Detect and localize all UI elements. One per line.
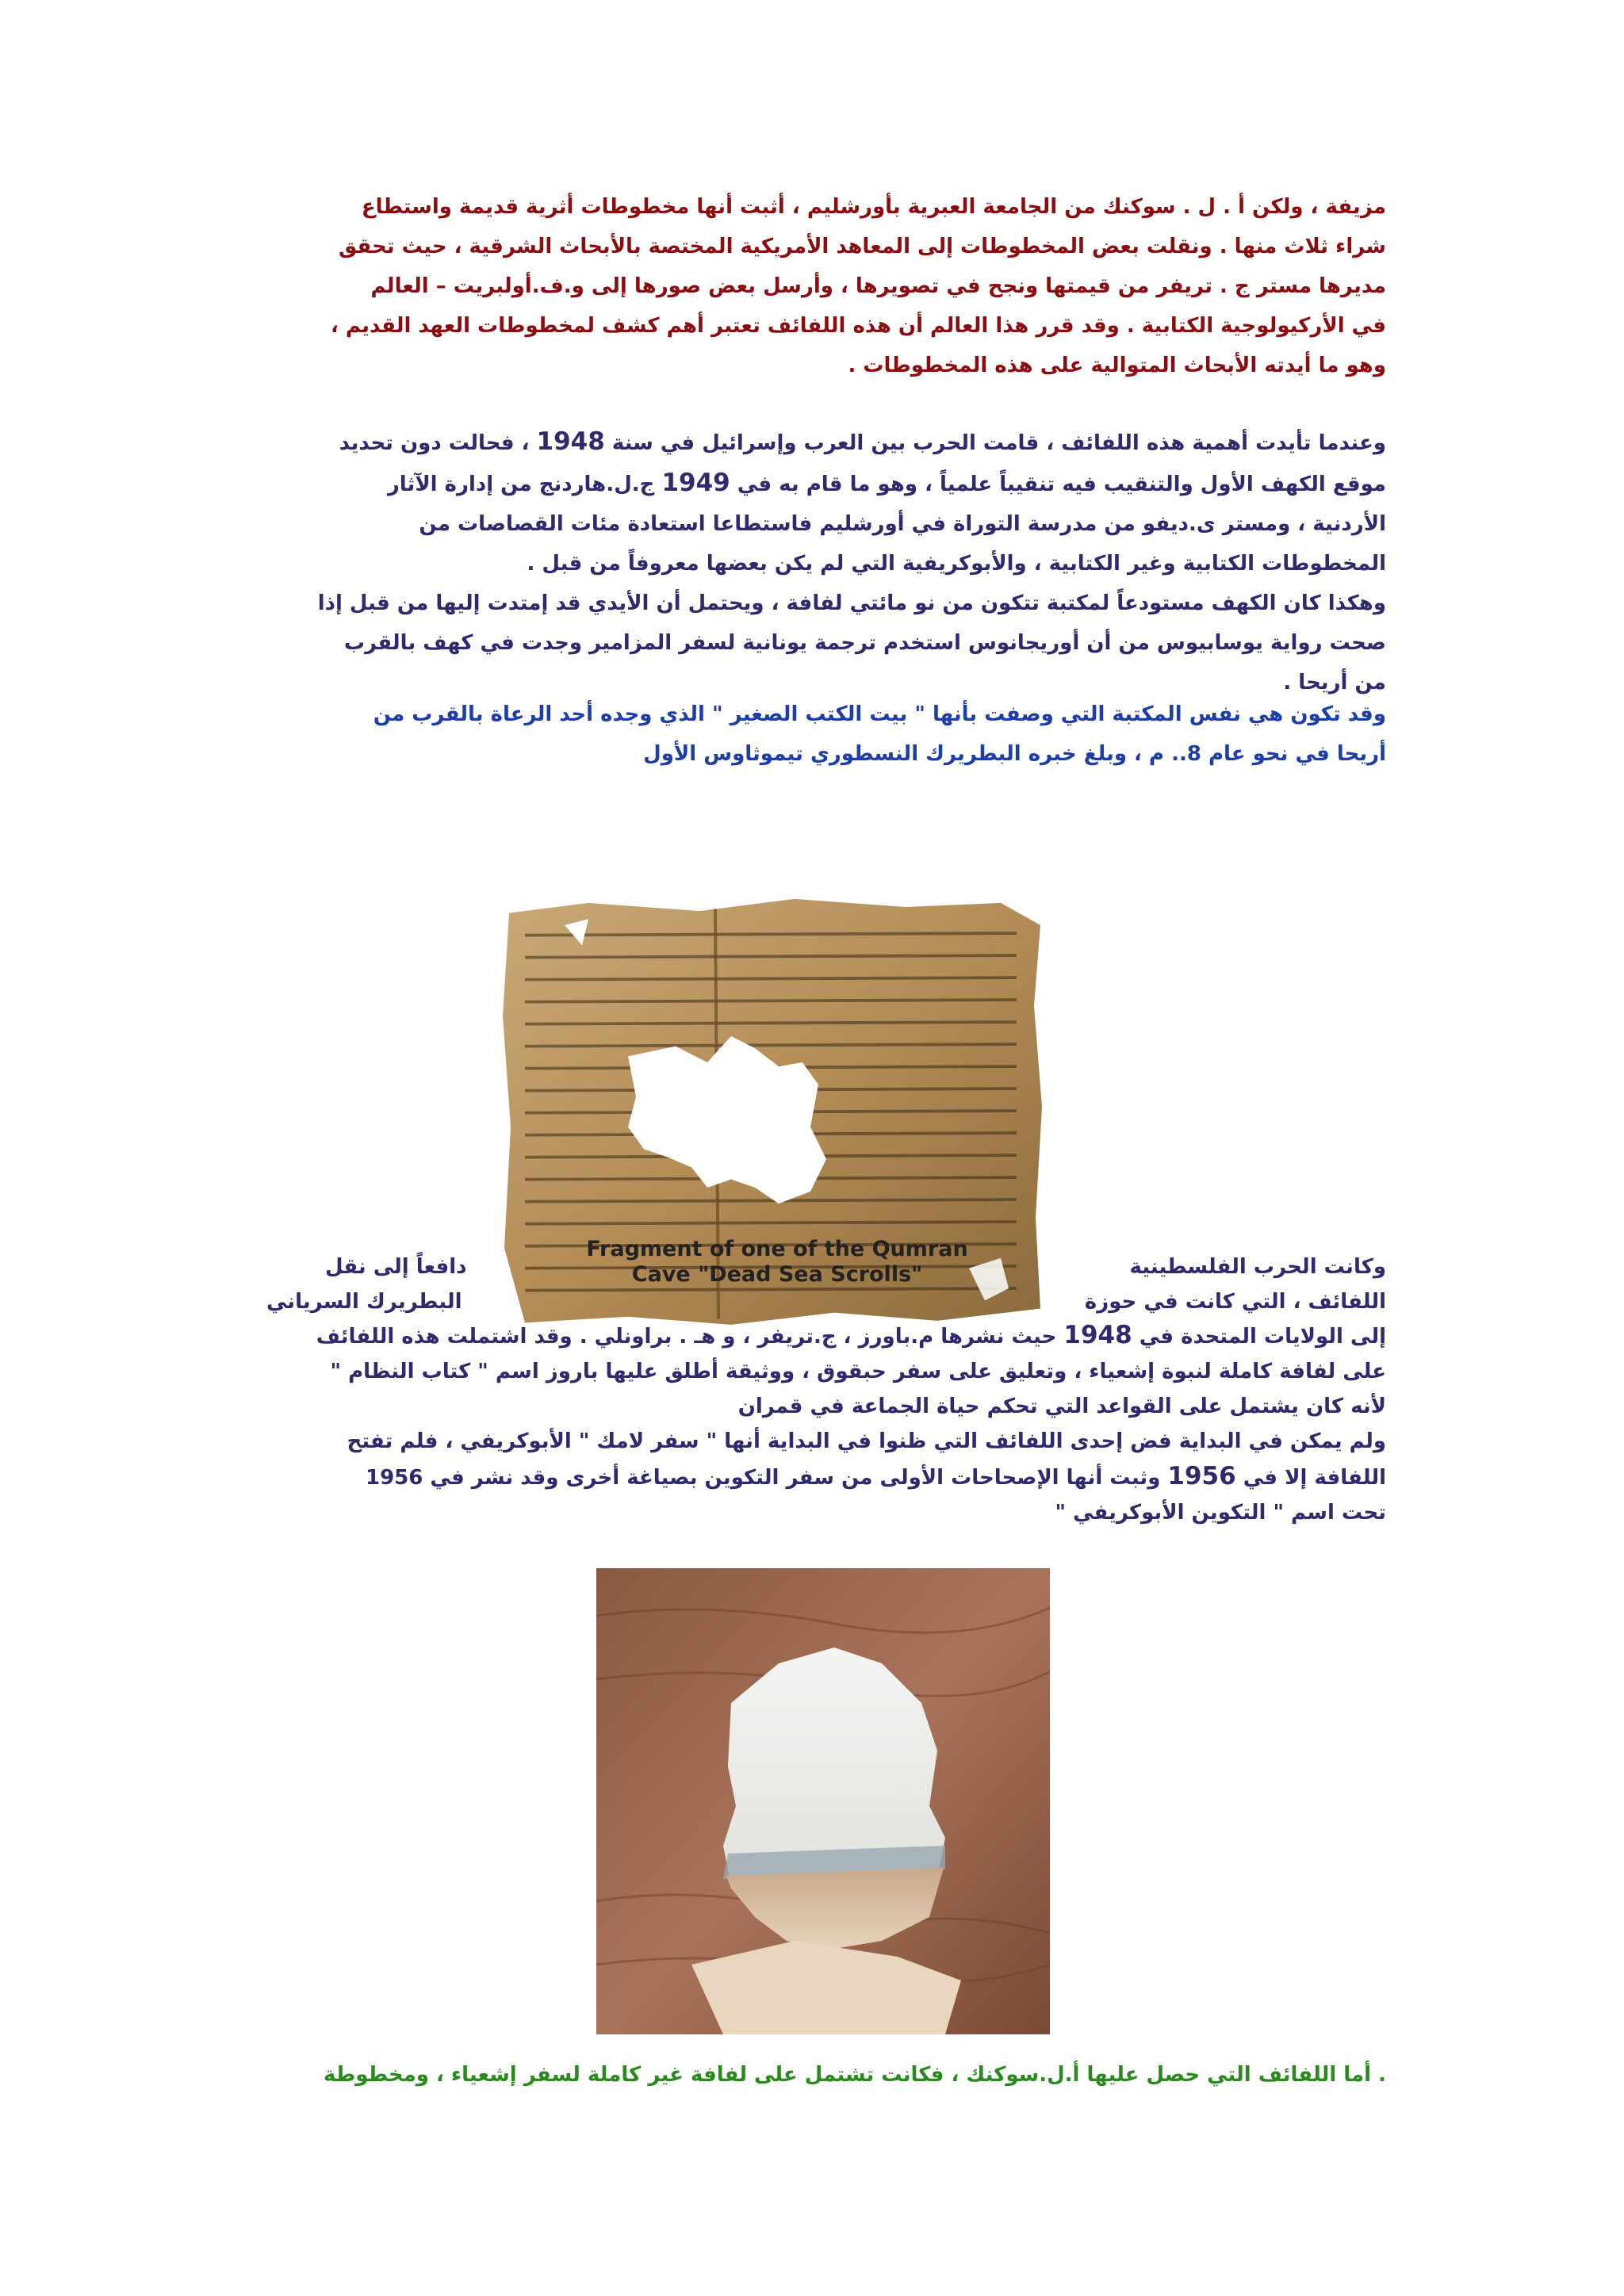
- text: موقع الكهف الأول والتنقيب فيه تنقيباً علمياً ، وهو ما قام به في: [730, 473, 1386, 496]
- paragraph-5-line: . أما اللفائف التي حصل عليها أ.ل.سوكنك ، فكانت تشتمل على لفافة غير كاملة لسفر إشعياء ، ومخطوطة: [324, 2063, 1386, 2087]
- caption-line: Cave "Dead Sea Scrolls": [631, 1262, 923, 1287]
- paragraph-4-line: لأنه كان يشتمل على القواعد التي تحكم حياة الجماعة في قمران: [737, 1395, 1386, 1418]
- split-text-left: دافعاً إلى نقل: [325, 1255, 467, 1279]
- paragraph-2-line: الأردنية ، ومستر ى.ديفو من مدرسة التوراة في أورشليم فاستطاعا استعادة مئات القصاصات من: [419, 512, 1386, 536]
- paragraph-1-line: في الأركيولوجية الكتابية . وقد قرر هذا العالم أن هذه اللفائف تعتبر أهم كشف لمخطوطات العهد القديم ،: [330, 314, 1386, 338]
- paragraph-4-line: [316, 1318, 1386, 1354]
- paragraph-2-line: المخطوطات الكتابية وغير الكتابية ، والأبوكريفية التي لم يكن بعضها معروفاً من قبل .: [527, 552, 1386, 576]
- paragraph-3-line: وقد تكون هي نفس المكتبة التي وصفت بأنها " بيت الكتب الصغير " الذي وجده أحد الرعاة بالقرب من: [373, 702, 1386, 726]
- paragraph-3: [373, 695, 1386, 774]
- paragraph-2-line: صحت رواية يوسابيوس من أن أوريجانوس استخدم ترجمة يونانية لسفر المزامير وجدت في كهف بالقرب: [343, 631, 1386, 655]
- paragraph-2-line: وهكذا كان الكهف مستودعاً لمكتبة تتكون من نو مائتي لفافة ، ويحتمل أن الأيدي قد إمتدت إليها من قبل إذا: [317, 591, 1386, 615]
- paragraph-4-line: على لفافة كاملة لنبوة إشعياء ، وتعليق على سفر حبقوق ، ووثيقة أطلق عليها باروز اسم " كتاب النظام ": [330, 1360, 1386, 1383]
- year: 1948: [1063, 1321, 1132, 1349]
- split-text-right: وكانت الحرب الفلسطينية: [1129, 1255, 1386, 1279]
- year: 1956: [1167, 1462, 1236, 1490]
- paragraph-1-line: مزيفة ، ولكن أ . ل . سوكنك من الجامعة العبرية بأورشليم ، أثبت أنها مخطوطات أثرية قديمة واستطاع: [361, 195, 1386, 219]
- scroll-caption: [476, 1237, 1078, 1288]
- text: وثبت أنها الإصحاحات الأولى من سفر التكوين بصياغة أخرى وقد نشر في 1956: [365, 1466, 1168, 1490]
- text: ، فحالت دون تحديد: [339, 431, 537, 455]
- paragraph-4-line: تحت اسم " التكوين الأبوكريفي ": [1055, 1501, 1386, 1525]
- text: حيث نشرها م.باورز ، ج.تريفر ، و هـ . براونلي . وقد اشتملت هذه اللفائف: [316, 1325, 1064, 1349]
- paragraph-2-line: [318, 422, 1386, 463]
- paragraph-4-line: [316, 1459, 1386, 1495]
- split-text-left: البطريرك السرياني: [266, 1290, 462, 1314]
- paragraph-2-line: من أريحا .: [1283, 671, 1386, 695]
- paragraph-1: [331, 187, 1386, 385]
- paragraph-5: [324, 2055, 1386, 2095]
- caption-line: Fragment of one of the Qumran: [586, 1237, 968, 1261]
- text: إلى الولايات المتحدة في: [1132, 1325, 1386, 1349]
- qumran-cave-image: [596, 1568, 1050, 2034]
- paragraph-1-line: مديرها مستر ج . تريفر من قيمتها ونجح في تصويرها ، وأرسل بعض صورها إلى و.ف.أولبريت – العالم: [370, 274, 1386, 298]
- paragraph-2-line: [318, 463, 1386, 504]
- year: 1948: [536, 427, 605, 456]
- paragraph-4-line: ولم يمكن في البداية فض إحدى اللفائف التي ظنوا في البداية أنها " سفر لامك " الأبوكريفي ، فلم تفتح: [347, 1429, 1386, 1453]
- text: اللفافة إلا في: [1235, 1466, 1386, 1490]
- year: 1949: [661, 469, 730, 497]
- paragraph-4: [316, 1318, 1386, 1530]
- paragraph-3-line: أريحا في نحو عام 8.. م ، وبلغ خبره البطريرك النسطوري تيموثاوس الأول: [643, 742, 1386, 766]
- split-text-right: اللفائف ، التي كانت في حوزة: [1084, 1290, 1386, 1314]
- paragraph-1-line: شراء ثلاث منها . ونقلت بعض المخطوطات إلى المعاهد الأمريكية المختصة بالأبحاث الشرقية ، حيث تحقق: [338, 235, 1386, 258]
- text: وعندما تأيدت أهمية هذه اللفائف ، قامت الحرب بين العرب وإسرائيل في سنة: [604, 431, 1386, 455]
- paragraph-1-line: وهو ما أيدته الأبحاث المتوالية على هذه المخطوطات .: [848, 354, 1386, 377]
- text: ج.ل.هاردنج من إدارة الآثار: [387, 473, 662, 496]
- paragraph-2: [318, 422, 1386, 702]
